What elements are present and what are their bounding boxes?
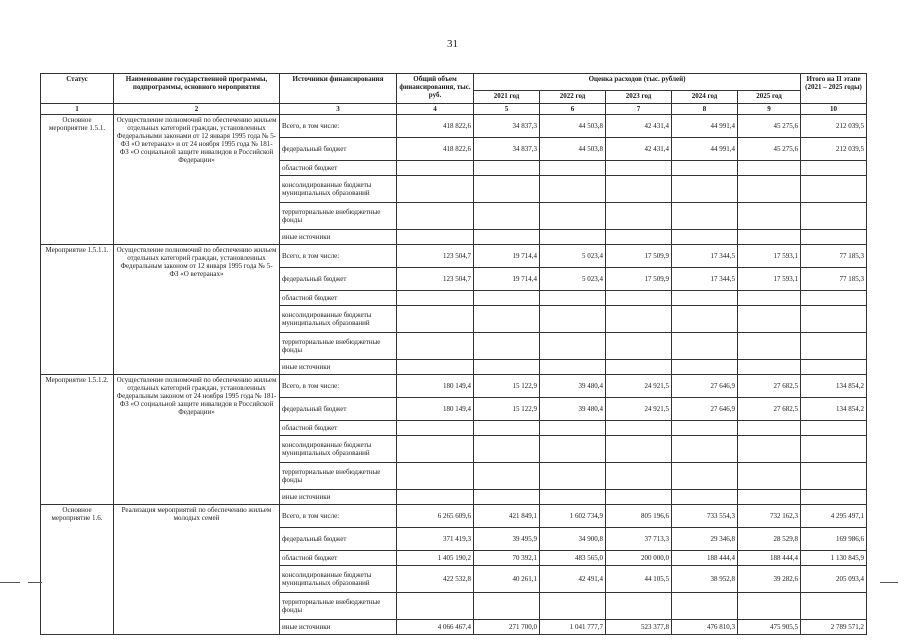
value-cell-total [397,291,474,306]
value-cell-stage [801,333,867,360]
financing-table [40,73,867,635]
value-cell-y2022 [540,203,606,230]
value-cell-y2023 [606,203,672,230]
value-cell-y2021: 40 261,1 [474,566,540,593]
value-cell-y2025: 45 275,6 [738,115,801,138]
value-cell-y2022 [540,230,606,245]
header-year-2022: 2022 год [540,91,606,104]
value-cell-y2023: 17 509,9 [606,268,672,291]
value-cell-y2023 [606,230,672,245]
scan-mark [880,582,898,583]
source-cell: иные источники [280,230,397,245]
value-cell-total: 123 504,7 [397,245,474,268]
value-cell-y2021: 39 495,9 [474,528,540,551]
value-cell-y2021 [474,230,540,245]
value-cell-total [397,333,474,360]
table-row [41,505,867,528]
value-cell-y2023: 24 921,5 [606,398,672,421]
value-cell-y2025: 27 682,5 [738,375,801,398]
value-cell-total [397,176,474,203]
value-cell-y2025 [738,230,801,245]
value-cell-y2021 [474,490,540,505]
value-cell-stage [801,306,867,333]
value-cell-y2023 [606,593,672,620]
value-cell-y2024 [672,463,738,490]
value-cell-y2024 [672,161,738,176]
value-cell-y2025: 45 275,6 [738,138,801,161]
value-cell-y2021: 19 714,4 [474,268,540,291]
value-cell-y2021: 70 392,1 [474,551,540,566]
header-sources: Источники финансирования [280,74,397,104]
value-cell-y2025 [738,593,801,620]
value-cell-y2025: 17 593,1 [738,268,801,291]
value-cell-stage [801,176,867,203]
value-cell-stage: 212 039,5 [801,138,867,161]
value-cell-y2023 [606,333,672,360]
header-year-2021: 2021 год [474,91,540,104]
value-cell-y2021 [474,306,540,333]
table-row [41,245,867,268]
source-cell: областной бюджет [280,291,397,306]
header-year-2023: 2023 год [606,91,672,104]
scan-mark [28,582,42,583]
value-cell-total: 1 405 190,2 [397,551,474,566]
value-cell-stage [801,360,867,375]
value-cell-total [397,593,474,620]
value-cell-stage [801,161,867,176]
col-number: 5 [474,104,540,115]
value-cell-y2021 [474,436,540,463]
value-cell-y2025 [738,306,801,333]
value-cell-total: 180 149,4 [397,398,474,421]
value-cell-y2021 [474,593,540,620]
value-cell-y2023: 42 431,4 [606,115,672,138]
value-cell-y2025 [738,176,801,203]
value-cell-total [397,490,474,505]
value-cell-y2021 [474,176,540,203]
value-cell-y2024: 27 646,9 [672,375,738,398]
value-cell-y2021: 271 700,0 [474,620,540,635]
source-cell: территориальные внебюджетные фонды [280,593,397,620]
value-cell-y2024 [672,490,738,505]
source-cell: консолидированные бюджеты муниципальных образований [280,566,397,593]
value-cell-y2024 [672,203,738,230]
value-cell-y2023 [606,360,672,375]
source-cell: федеральный бюджет [280,398,397,421]
value-cell-y2025 [738,421,801,436]
value-cell-y2021: 19 714,4 [474,245,540,268]
table-body [41,115,867,635]
value-cell-y2024 [672,230,738,245]
source-cell: областной бюджет [280,551,397,566]
value-cell-y2022 [540,490,606,505]
source-cell: иные источники [280,360,397,375]
value-cell-y2021 [474,203,540,230]
value-cell-stage: 134 854,2 [801,398,867,421]
value-cell-y2023 [606,463,672,490]
value-cell-y2023 [606,291,672,306]
value-cell-y2025 [738,490,801,505]
value-cell-y2022 [540,421,606,436]
value-cell-y2024: 733 554,3 [672,505,738,528]
value-cell-y2022 [540,593,606,620]
value-cell-y2024 [672,333,738,360]
value-cell-y2022: 5 023,4 [540,245,606,268]
value-cell-total: 180 149,4 [397,375,474,398]
value-cell-stage: 2 789 571,2 [801,620,867,635]
value-cell-y2025: 475 905,5 [738,620,801,635]
header-estimate: Оценка расходов (тыс. рублей) [474,74,801,91]
source-cell: Всего, в том числе: [280,375,397,398]
value-cell-y2021: 15 122,9 [474,375,540,398]
value-cell-y2021: 34 837,3 [474,138,540,161]
col-number: 7 [606,104,672,115]
source-cell: областной бюджет [280,421,397,436]
value-cell-total [397,421,474,436]
value-cell-stage: 4 295 497,1 [801,505,867,528]
value-cell-y2023: 37 713,3 [606,528,672,551]
value-cell-stage: 212 039,5 [801,115,867,138]
value-cell-y2022 [540,436,606,463]
value-cell-y2024: 38 952,8 [672,566,738,593]
scan-edge-marks [0,582,905,592]
value-cell-total: 371 419,3 [397,528,474,551]
table-header [41,74,867,115]
status-cell: Основное мероприятие 1.6. [41,505,114,635]
value-cell-y2022: 42 491,4 [540,566,606,593]
value-cell-y2021 [474,360,540,375]
value-cell-y2021: 34 837,3 [474,115,540,138]
source-cell: консолидированные бюджеты муниципальных образований [280,306,397,333]
value-cell-y2021: 421 849,1 [474,505,540,528]
value-cell-y2024: 17 344,5 [672,268,738,291]
source-cell: иные источники [280,490,397,505]
value-cell-y2021 [474,333,540,360]
scan-mark [0,582,20,583]
value-cell-y2025 [738,463,801,490]
value-cell-y2022: 39 480,4 [540,375,606,398]
value-cell-y2021 [474,463,540,490]
value-cell-total [397,436,474,463]
col-number: 9 [738,104,801,115]
value-cell-y2024: 188 444,4 [672,551,738,566]
value-cell-stage [801,203,867,230]
value-cell-y2023 [606,306,672,333]
col-number: 1 [41,104,114,115]
value-cell-y2024 [672,593,738,620]
value-cell-y2024 [672,291,738,306]
value-cell-y2025 [738,203,801,230]
value-cell-y2022: 1 602 734,9 [540,505,606,528]
value-cell-y2022: 34 900,8 [540,528,606,551]
source-cell: территориальные внебюджетные фонды [280,333,397,360]
source-cell: Всего, в том числе: [280,115,397,138]
value-cell-y2023: 24 921,5 [606,375,672,398]
header-year-2025: 2025 год [738,91,801,104]
source-cell: федеральный бюджет [280,528,397,551]
name-cell: Осуществление полномочий по обеспечению жильем отдельных категорий граждан, установленных Федеральным законом от 12 января 1995 года № 5-ФЗ «О ветеранах» [114,245,280,375]
value-cell-y2024: 44 991,4 [672,138,738,161]
value-cell-stage [801,490,867,505]
value-cell-y2022: 44 503,8 [540,115,606,138]
header-name: Наименование государственной программы, подпрограммы, основного мероприятия [114,74,280,104]
value-cell-y2022: 483 565,0 [540,551,606,566]
col-number: 6 [540,104,606,115]
page-number: 31 [447,38,458,50]
value-cell-total [397,230,474,245]
value-cell-total: 418 822,6 [397,138,474,161]
value-cell-y2025: 27 682,5 [738,398,801,421]
status-cell: Мероприятие 1.5.1.1. [41,245,114,375]
value-cell-y2025: 17 593,1 [738,245,801,268]
source-cell: федеральный бюджет [280,138,397,161]
table-row [41,375,867,398]
value-cell-y2024: 44 991,4 [672,115,738,138]
value-cell-y2025 [738,333,801,360]
value-cell-total [397,161,474,176]
name-cell: Осуществление полномочий по обеспечению жильем отдельных категорий граждан, установленных Федеральным законом от 24 ноября 1995 года № 181-ФЗ «О социальной защите инвалидов в Российской Федерации» [114,375,280,505]
source-cell: федеральный бюджет [280,268,397,291]
value-cell-y2023: 805 196,6 [606,505,672,528]
value-cell-y2023 [606,161,672,176]
value-cell-y2024 [672,360,738,375]
source-cell: территориальные внебюджетные фонды [280,203,397,230]
value-cell-y2025 [738,291,801,306]
header-status: Статус [41,74,114,104]
value-cell-stage: 77 185,3 [801,245,867,268]
header-total: Общий объем финансирования, тыс. руб. [397,74,474,104]
value-cell-y2023 [606,490,672,505]
value-cell-y2021: 15 122,9 [474,398,540,421]
value-cell-y2024 [672,176,738,203]
value-cell-y2025: 732 162,3 [738,505,801,528]
col-number: 4 [397,104,474,115]
status-cell: Основное мероприятие 1.5.1. [41,115,114,245]
value-cell-stage: 169 986,6 [801,528,867,551]
value-cell-y2022 [540,463,606,490]
value-cell-stage: 77 185,3 [801,268,867,291]
value-cell-y2022 [540,291,606,306]
value-cell-y2022: 44 503,8 [540,138,606,161]
value-cell-y2025: 39 282,6 [738,566,801,593]
value-cell-y2021 [474,291,540,306]
value-cell-total [397,463,474,490]
value-cell-total: 4 066 467,4 [397,620,474,635]
value-cell-stage [801,593,867,620]
source-cell: Всего, в том числе: [280,245,397,268]
value-cell-total: 123 504,7 [397,268,474,291]
name-cell: Реализация мероприятий по обеспечению жильем молодых семей [114,505,280,635]
value-cell-stage: 134 854,2 [801,375,867,398]
source-cell: Всего, в том числе: [280,505,397,528]
value-cell-y2024 [672,436,738,463]
value-cell-y2024 [672,421,738,436]
value-cell-total: 418 822,6 [397,115,474,138]
value-cell-y2024: 27 646,9 [672,398,738,421]
value-cell-stage [801,463,867,490]
value-cell-y2022 [540,360,606,375]
source-cell: областной бюджет [280,161,397,176]
value-cell-y2023: 42 431,4 [606,138,672,161]
source-cell: территориальные внебюджетные фонды [280,463,397,490]
col-number: 2 [114,104,280,115]
name-cell: Осуществление полномочий по обеспечению жильем отдельных категорий граждан, установленных Федеральными законами от 12 января 1995 года № 5-ФЗ «О ветеранах» и от 24 ноября 1995 года № 181-ФЗ «О социальной защите инвалидов в Российской Федерации» [114,115,280,245]
value-cell-total: 6 265 609,6 [397,505,474,528]
value-cell-total: 422 532,8 [397,566,474,593]
header-stage-total: Итого на II этапе (2021 – 2025 годы) [801,74,867,104]
value-cell-y2022: 1 041 777,7 [540,620,606,635]
value-cell-total [397,360,474,375]
column-numbers-row [41,104,867,115]
value-cell-y2023: 17 509,9 [606,245,672,268]
value-cell-y2022 [540,176,606,203]
header-year-2024: 2024 год [672,91,738,104]
value-cell-stage [801,436,867,463]
value-cell-stage [801,291,867,306]
value-cell-stage: 205 093,4 [801,566,867,593]
value-cell-y2021 [474,161,540,176]
source-cell: иные источники [280,620,397,635]
table-row [41,115,867,138]
value-cell-y2022 [540,306,606,333]
value-cell-y2025 [738,360,801,375]
col-number: 3 [280,104,397,115]
value-cell-y2024: 476 810,3 [672,620,738,635]
value-cell-total [397,203,474,230]
value-cell-y2022 [540,333,606,360]
value-cell-y2022: 5 023,4 [540,268,606,291]
value-cell-stage [801,421,867,436]
value-cell-y2023 [606,176,672,203]
value-cell-y2023: 44 105,5 [606,566,672,593]
value-cell-total [397,306,474,333]
value-cell-y2025 [738,161,801,176]
value-cell-y2025: 28 529,8 [738,528,801,551]
col-number: 8 [672,104,738,115]
value-cell-y2022: 39 480,4 [540,398,606,421]
value-cell-y2023 [606,436,672,463]
value-cell-y2021 [474,421,540,436]
value-cell-y2024: 29 346,8 [672,528,738,551]
value-cell-y2023 [606,421,672,436]
value-cell-y2025: 188 444,4 [738,551,801,566]
value-cell-stage: 1 130 845,9 [801,551,867,566]
value-cell-y2024: 17 344,5 [672,245,738,268]
status-cell: Мероприятие 1.5.1.2. [41,375,114,505]
value-cell-y2024 [672,306,738,333]
value-cell-stage [801,230,867,245]
value-cell-y2025 [738,436,801,463]
value-cell-y2023: 523 377,8 [606,620,672,635]
source-cell: консолидированные бюджеты муниципальных образований [280,176,397,203]
value-cell-y2022 [540,161,606,176]
col-number: 10 [801,104,867,115]
source-cell: консолидированные бюджеты муниципальных образований [280,436,397,463]
value-cell-y2023: 200 000,0 [606,551,672,566]
